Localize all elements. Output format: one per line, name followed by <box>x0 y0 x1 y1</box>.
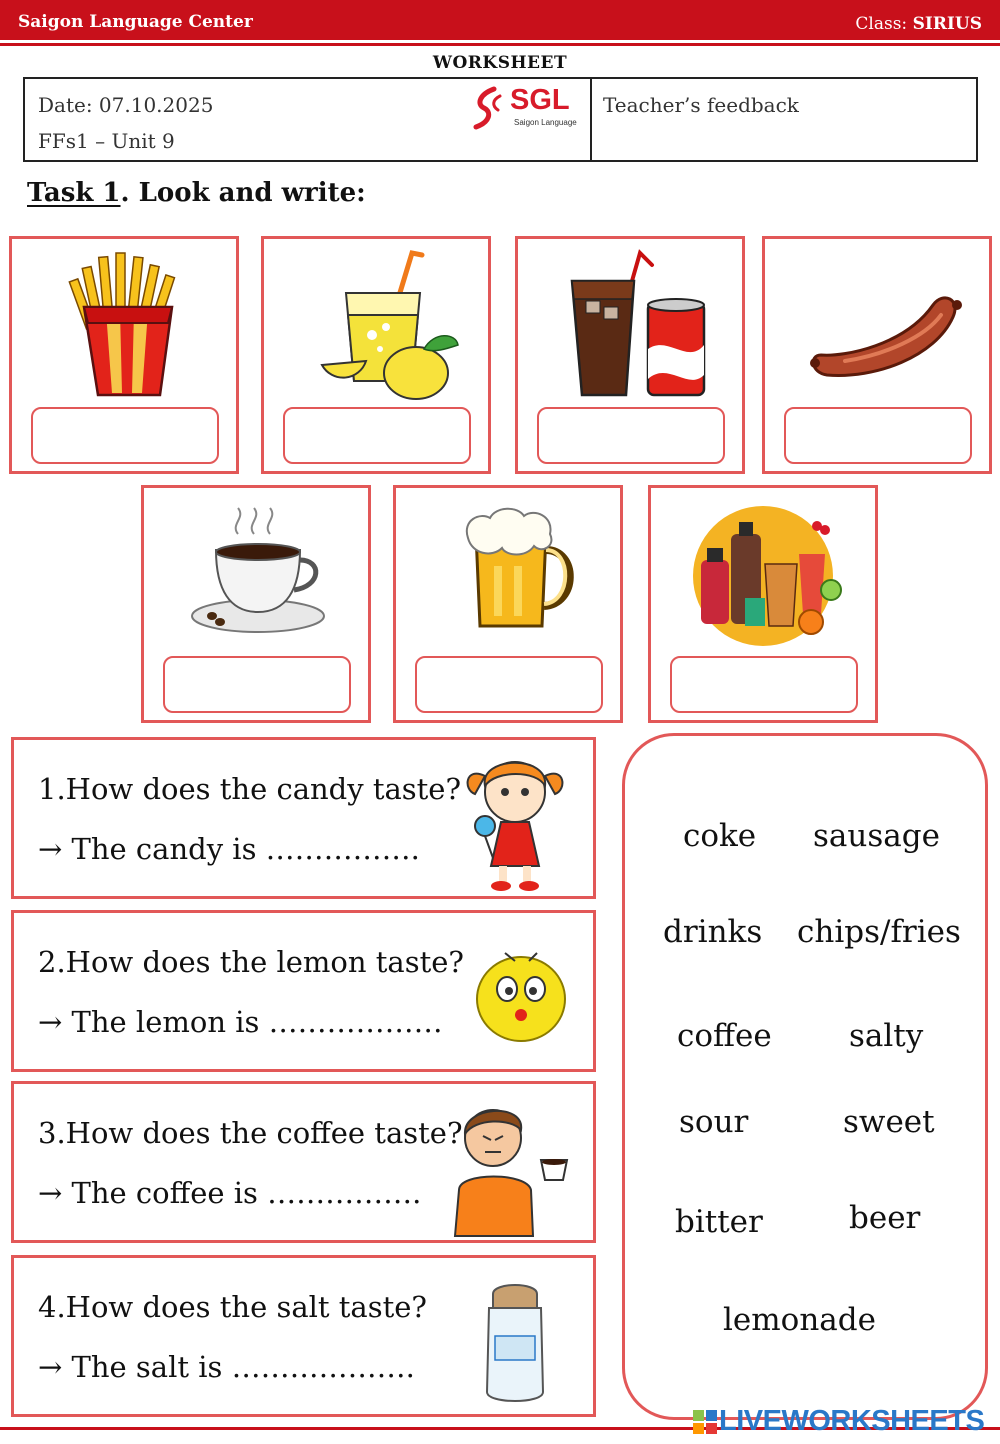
info-box <box>23 77 978 162</box>
center-name: Saigon Language Center <box>18 12 253 32</box>
info-divider <box>590 79 592 160</box>
answer-box-5[interactable] <box>163 656 351 713</box>
question-text-2: 2.How does the lemon taste? <box>38 945 464 979</box>
header-bar <box>0 0 1000 40</box>
picture-card-beer <box>393 485 623 723</box>
question-box-2 <box>11 910 596 1072</box>
sour-lemon-icon <box>445 919 585 1067</box>
question-box-3 <box>11 1081 596 1243</box>
question-text-1: 1.How does the candy taste? <box>38 772 462 806</box>
picture-card-coffee <box>141 485 371 723</box>
girl-candy-icon <box>445 746 585 894</box>
picture-card-coke <box>515 236 745 474</box>
question-text-4: 4.How does the salt taste? <box>38 1290 427 1324</box>
sausage-icon <box>775 245 979 405</box>
word-bank-item: coke <box>683 818 757 854</box>
word-bank-item: sausage <box>813 818 940 854</box>
word-bank-item: drinks <box>663 914 763 950</box>
lemonade-icon <box>274 245 478 405</box>
word-bank-item: beer <box>849 1200 921 1236</box>
question-box-1 <box>11 737 596 899</box>
liveworksheets-text: LIVEWORKSHEETS <box>719 1405 985 1437</box>
word-bank-item: salty <box>849 1018 924 1054</box>
question-text-3: 3.How does the coffee taste? <box>38 1116 463 1150</box>
boy-coffee-icon <box>445 1090 585 1238</box>
picture-card-fries <box>9 236 239 474</box>
logo-subtext: Saigon Language <box>514 118 577 127</box>
beer-icon <box>406 494 610 654</box>
answer-box-6[interactable] <box>415 656 603 713</box>
salt-shaker-icon <box>445 1264 585 1412</box>
class-name: SIRIUS <box>912 14 982 34</box>
answer-box-4[interactable] <box>784 407 972 464</box>
task-title <box>27 178 366 208</box>
word-bank-item: coffee <box>677 1018 772 1054</box>
word-bank-item: lemonade <box>723 1302 876 1338</box>
coke-icon <box>528 245 732 405</box>
header-rule <box>0 43 1000 46</box>
picture-card-sausage <box>762 236 992 474</box>
coffee-icon <box>154 494 358 654</box>
answer-box-1[interactable] <box>31 407 219 464</box>
picture-card-lemonade <box>261 236 491 474</box>
word-bank-item: sweet <box>843 1104 935 1140</box>
unit-text: FFs1 – Unit 9 <box>38 129 175 153</box>
answer-box-3[interactable] <box>537 407 725 464</box>
word-bank <box>622 733 988 1420</box>
question-box-4 <box>11 1255 596 1417</box>
answer-line-1[interactable]: → The candy is ……………. <box>38 832 420 866</box>
answer-line-3[interactable]: → The coffee is ……………. <box>38 1176 422 1210</box>
liveworksheets-logo <box>693 1404 993 1438</box>
answer-box-2[interactable] <box>283 407 471 464</box>
answer-line-2[interactable]: → The lemon is ……………… <box>38 1005 443 1039</box>
fries-icon <box>22 245 226 405</box>
word-bank-item: sour <box>679 1104 749 1140</box>
sgl-logo <box>470 82 585 132</box>
answer-line-4[interactable]: → The salt is ………………. <box>38 1350 415 1384</box>
class-info <box>855 14 982 34</box>
picture-card-drinks <box>648 485 878 723</box>
date-text: Date: 07.10.2025 <box>38 93 214 117</box>
drinks-icon <box>661 494 865 654</box>
class-label: Class: <box>855 14 908 34</box>
answer-box-7[interactable] <box>670 656 858 713</box>
worksheet-title: WORKSHEET <box>432 53 568 73</box>
word-bank-item: bitter <box>675 1204 763 1240</box>
task-instruction: . Look and write: <box>120 178 366 208</box>
task-number: Task 1 <box>27 178 121 208</box>
teacher-feedback-label: Teacher’s feedback <box>603 93 799 117</box>
word-bank-item: chips/fries <box>797 914 961 950</box>
liveworksheets-grid-icon <box>693 1410 717 1434</box>
sgl-swirl-icon <box>470 86 506 130</box>
logo-text: SGL <box>510 84 570 116</box>
